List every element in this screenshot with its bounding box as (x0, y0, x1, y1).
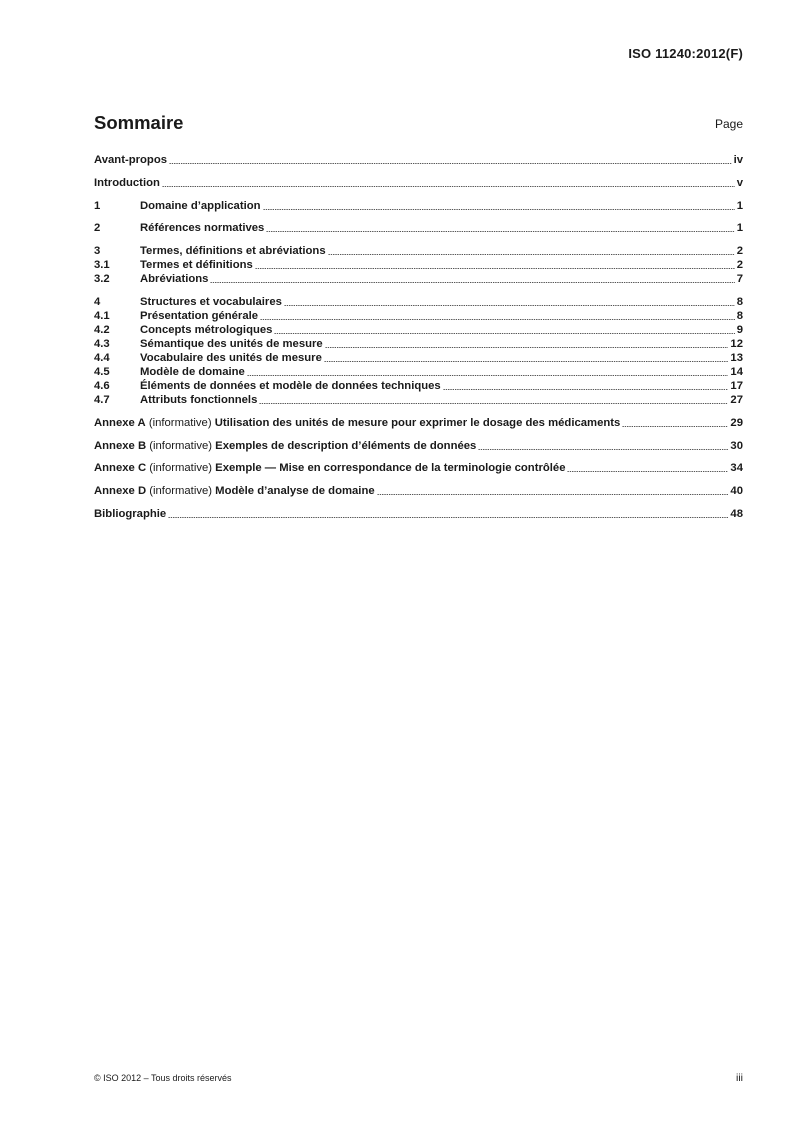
table-of-contents (94, 153, 743, 521)
toc-entry-page: 12 (730, 337, 743, 350)
toc-entry-page: v (736, 176, 743, 189)
toc-entry-number: 4.7 (94, 393, 110, 406)
toc-entry-page: 2 (736, 245, 743, 258)
toc-entry-page: 40 (730, 485, 743, 498)
toc-entry-title: Structures et vocabulaires (140, 295, 282, 308)
toc-entry[interactable] (94, 439, 743, 453)
toc-entry-page: 30 (730, 439, 743, 452)
toc-entry-number: 4.4 (94, 351, 110, 364)
toc-entry-title: Présentation générale (140, 309, 259, 322)
toc-entry-number: 1 (94, 199, 101, 212)
dot-leader (284, 305, 735, 306)
toc-entry-number: 3.1 (94, 259, 110, 272)
dot-leader (478, 449, 728, 450)
toc-entry-page: 14 (730, 365, 743, 378)
annex-label: Annexe B (94, 439, 147, 452)
toc-entry[interactable] (94, 365, 743, 379)
annex-label: Annexe C (94, 462, 147, 475)
dot-leader (263, 209, 735, 210)
annex-label: Annexe D (94, 485, 147, 498)
toc-entry-label (140, 221, 264, 235)
copyright-notice: © ISO 2012 – Tous droits réservés (94, 1073, 232, 1083)
toc-entry[interactable] (94, 258, 743, 272)
toc-entry-title: Sémantique des unités de mesure (140, 337, 323, 350)
toc-entry-label (94, 484, 375, 498)
dot-leader (622, 426, 728, 427)
toc-entry-label (140, 309, 258, 323)
toc-entry-page: 8 (736, 295, 743, 308)
toc-entry-number: 4 (94, 295, 101, 308)
toc-entry[interactable] (94, 244, 743, 258)
dot-leader (443, 389, 729, 390)
annex-label: Annexe A (94, 416, 146, 429)
annex-type: (informative) (146, 485, 216, 498)
toc-entry-number: 3.2 (94, 273, 110, 286)
toc-entry-label (140, 323, 272, 337)
document-id: ISO 11240:2012(F) (628, 46, 743, 61)
toc-entry-title: Termes, définitions et abréviations (140, 245, 326, 258)
toc-entry[interactable] (94, 272, 743, 286)
toc-entry-number: 4.2 (94, 323, 110, 336)
page-number: iii (736, 1072, 743, 1084)
toc-entry-title: Éléments de données et modèle de données techniques (140, 379, 441, 392)
dot-leader (255, 268, 735, 269)
toc-entry-title: Références normatives (140, 222, 265, 235)
toc-entry-page: 9 (736, 323, 743, 336)
toc-entry-label (140, 199, 261, 213)
toc-entry-page: iv (733, 154, 743, 166)
toc-entry-page: 17 (730, 379, 743, 392)
toc-entry-page: 34 (730, 462, 743, 475)
toc-entry[interactable] (94, 153, 743, 167)
dot-leader (377, 494, 729, 495)
toc-entry-page: 7 (736, 273, 743, 286)
dot-leader (325, 347, 729, 348)
toc-entry-title: Modèle d’analyse de domaine (215, 485, 375, 498)
toc-entry[interactable] (94, 379, 743, 393)
toc-entry[interactable] (94, 484, 743, 498)
toc-entry-title: Bibliographie (94, 507, 167, 520)
dot-leader (168, 517, 728, 518)
toc-entry-label (94, 439, 476, 453)
annex-type: (informative) (146, 462, 216, 475)
toc-entry-title: Introduction (94, 176, 160, 189)
toc-entry[interactable] (94, 507, 743, 521)
dot-leader (247, 375, 729, 376)
dot-leader (324, 361, 729, 362)
toc-entry-page: 8 (736, 309, 743, 322)
dot-leader (266, 231, 734, 232)
toc-entry-label (94, 416, 620, 430)
toc-entry-title: Avant-propos (94, 154, 168, 166)
toc-entry-label (140, 272, 208, 286)
annex-type: (informative) (145, 416, 215, 429)
toc-entry-title: Modèle de domaine (140, 365, 245, 378)
dot-leader (260, 319, 735, 320)
toc-entry-number: 4.3 (94, 337, 110, 350)
toc-entry[interactable] (94, 461, 743, 475)
toc-entry[interactable] (94, 199, 743, 213)
toc-entry-label (94, 507, 166, 521)
toc-entry-label (140, 258, 253, 272)
dot-leader (169, 163, 732, 164)
toc-entry-label (140, 379, 441, 393)
toc-entry[interactable] (94, 416, 743, 430)
toc-entry-title: Exemple — Mise en correspondance de la terminologie contrôlée (215, 462, 566, 475)
toc-entry[interactable] (94, 176, 743, 190)
toc-entry-page: 2 (736, 259, 743, 272)
toc-entry[interactable] (94, 323, 743, 337)
toc-entry-label (140, 295, 282, 309)
toc-entry-label (140, 244, 326, 258)
toc-entry[interactable] (94, 309, 743, 323)
toc-entry-title: Utilisation des unités de mesure pour exprimer le dosage des médicaments (214, 416, 621, 429)
toc-entry-page: 48 (730, 507, 743, 520)
toc-entry-number: 4.5 (94, 365, 110, 378)
toc-entry-page: 1 (736, 222, 743, 235)
dot-leader (210, 282, 734, 283)
toc-entry-label (140, 351, 322, 365)
toc-entry-label (140, 393, 257, 407)
toc-entry[interactable] (94, 351, 743, 365)
toc-entry[interactable] (94, 393, 743, 407)
dot-leader (274, 333, 734, 334)
toc-entry-title: Concepts métrologiques (140, 323, 273, 336)
toc-entry-title: Vocabulaire des unités de mesure (140, 351, 322, 364)
toc-entry-title: Attributs fonctionnels (140, 393, 258, 406)
toc-entry-title: Abréviations (140, 273, 209, 286)
toc-entry-label (94, 176, 160, 190)
toc-entry[interactable] (94, 295, 743, 309)
toc-entry-title: Exemples de description d’éléments de données (215, 439, 477, 452)
dot-leader (567, 471, 728, 472)
toc-entry[interactable] (94, 337, 743, 351)
toc-entry-page: 29 (730, 416, 743, 429)
toc-entry-number: 2 (94, 222, 101, 235)
dot-leader (328, 254, 735, 255)
toc-entry-title: Domaine d’application (140, 199, 261, 212)
toc-entry-label (140, 337, 323, 351)
toc-entry-page: 27 (730, 393, 743, 406)
toc-entry-page: 1 (736, 199, 743, 212)
toc-entry-page: 13 (730, 351, 743, 364)
toc-entry-label (94, 153, 167, 167)
annex-type: (informative) (146, 439, 216, 452)
toc-entry-title: Termes et définitions (140, 259, 253, 272)
toc-entry[interactable] (94, 221, 743, 235)
toc-entry-label (94, 461, 565, 475)
dot-leader (162, 186, 735, 187)
toc-entry-number: 4.1 (94, 309, 110, 322)
page-column-label: Page (714, 117, 743, 131)
page-title: Sommaire (94, 112, 184, 133)
toc-entry-number: 3 (94, 245, 101, 258)
toc-entry-label (140, 365, 245, 379)
dot-leader (259, 403, 728, 404)
toc-entry-number: 4.6 (94, 379, 110, 392)
